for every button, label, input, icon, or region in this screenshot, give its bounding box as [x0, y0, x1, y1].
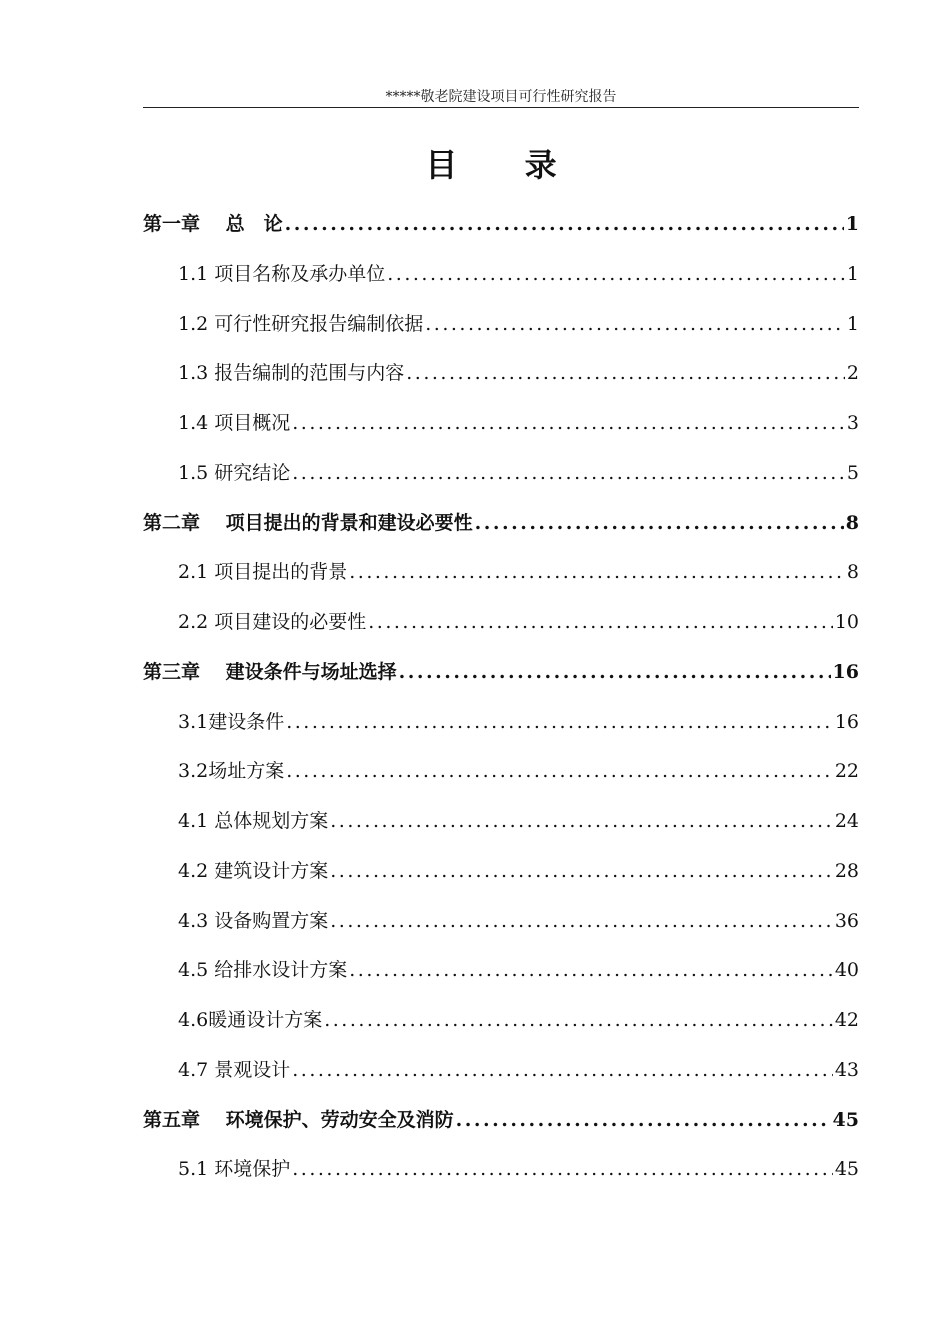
toc-section-entry[interactable]: [143, 548, 859, 598]
toc-page-number: 42: [834, 1009, 859, 1031]
toc-leader-dots: [286, 698, 833, 748]
toc-leader-dots: [330, 797, 833, 847]
toc-leader-dots: [330, 847, 833, 897]
toc-entry-label: 1.3 报告编制的范围与内容: [178, 362, 405, 385]
toc-section-entry[interactable]: [143, 897, 859, 947]
toc-leader-dots: [475, 499, 844, 549]
toc-leader-dots: [285, 200, 844, 250]
toc-page-number: 8: [845, 511, 859, 534]
toc-entry-label: 第五章 环境保护、劳动安全及消防: [143, 1108, 454, 1131]
toc-entry-label: 1.4 项目概况: [178, 412, 291, 434]
toc-page-number: 16: [834, 710, 859, 733]
toc-entry-label: 4.5 给排水设计方案: [178, 959, 348, 982]
toc-entry-label: 第三章 建设条件与场址选择: [143, 660, 397, 683]
toc-page-number: 5: [846, 461, 859, 484]
toc-leader-dots: [399, 648, 831, 698]
toc-page-number: 28: [834, 859, 859, 882]
toc-entry-label: 第一章 总 论: [143, 213, 283, 235]
toc-leader-dots: [286, 747, 833, 797]
toc-entry-label: 1.5 研究结论: [178, 461, 291, 484]
toc-entry-label: 3.2场址方案: [178, 760, 285, 783]
toc-leader-dots: [406, 349, 845, 399]
toc-entry-label: 4.3 设备购置方案: [178, 909, 329, 932]
toc-page-number: 22: [834, 760, 859, 783]
toc-section-entry[interactable]: [143, 349, 859, 399]
toc-page-number: 2: [846, 362, 859, 385]
toc-leader-dots: [292, 399, 845, 449]
toc-entry-label: 3.1建设条件: [178, 710, 285, 733]
toc-leader-dots: [292, 449, 845, 499]
toc-page-number: 36: [834, 909, 859, 932]
toc-entry-label: 4.6暖通设计方案: [178, 1009, 323, 1031]
toc-entry-label: 2.2 项目建设的必要性: [178, 611, 367, 633]
toc-leader-dots: [368, 598, 833, 648]
toc-entry-label: 5.1 环境保护: [178, 1158, 291, 1181]
toc-entry-label: 1.2 可行性研究报告编制依据: [178, 312, 424, 335]
toc-section-entry[interactable]: [143, 847, 859, 897]
toc-section-entry[interactable]: [143, 946, 859, 996]
toc-entry-label: 4.2 建筑设计方案: [178, 859, 329, 882]
toc-section-entry[interactable]: [143, 598, 859, 648]
toc-chapter-entry[interactable]: [143, 200, 859, 250]
toc-section-entry[interactable]: [143, 399, 859, 449]
table-of-contents: [143, 200, 859, 1195]
toc-page-number: 3: [846, 412, 859, 434]
toc-leader-dots: [349, 946, 833, 996]
toc-leader-dots: [330, 897, 833, 947]
toc-page-number: 1: [846, 312, 859, 335]
toc-leader-dots: [292, 1046, 833, 1096]
header-rule: [143, 107, 859, 108]
toc-page-number: 8: [846, 561, 859, 584]
toc-leader-dots: [387, 250, 845, 300]
toc-page-number: 45: [832, 1108, 859, 1131]
toc-leader-dots: [324, 996, 833, 1046]
toc-leader-dots: [425, 300, 845, 350]
toc-page-number: 45: [834, 1158, 859, 1181]
toc-chapter-entry[interactable]: [143, 499, 859, 549]
toc-entry-label: 1.1 项目名称及承办单位: [178, 262, 386, 285]
toc-section-entry[interactable]: [143, 996, 859, 1046]
toc-leader-dots: [292, 1145, 833, 1195]
toc-page-number: 16: [832, 660, 859, 683]
toc-entry-label: 2.1 项目提出的背景: [178, 561, 348, 584]
toc-page-number: 1: [846, 262, 859, 285]
toc-section-entry[interactable]: [143, 698, 859, 748]
toc-chapter-entry[interactable]: [143, 648, 859, 698]
toc-entry-label: 第二章 项目提出的背景和建设必要性: [143, 511, 473, 534]
toc-page-number: 1: [845, 213, 859, 235]
toc-title: 目 录: [425, 146, 585, 184]
toc-section-entry[interactable]: [143, 449, 859, 499]
toc-entry-label: 4.1 总体规划方案: [178, 810, 329, 832]
toc-section-entry[interactable]: [143, 1046, 859, 1096]
toc-leader-dots: [456, 1096, 831, 1146]
toc-section-entry[interactable]: [143, 300, 859, 350]
running-header: *****敬老院建设项目可行性研究报告: [385, 89, 617, 105]
toc-section-entry[interactable]: [143, 1145, 859, 1195]
toc-chapter-entry[interactable]: [143, 1096, 859, 1146]
toc-page-number: 24: [834, 810, 859, 832]
toc-section-entry[interactable]: [143, 797, 859, 847]
toc-leader-dots: [349, 548, 845, 598]
toc-section-entry[interactable]: [143, 747, 859, 797]
toc-page-number: 43: [834, 1058, 859, 1081]
toc-section-entry[interactable]: [143, 250, 859, 300]
toc-entry-label: 4.7 景观设计: [178, 1058, 291, 1081]
toc-page-number: 10: [834, 611, 859, 633]
toc-page-number: 40: [834, 959, 859, 982]
